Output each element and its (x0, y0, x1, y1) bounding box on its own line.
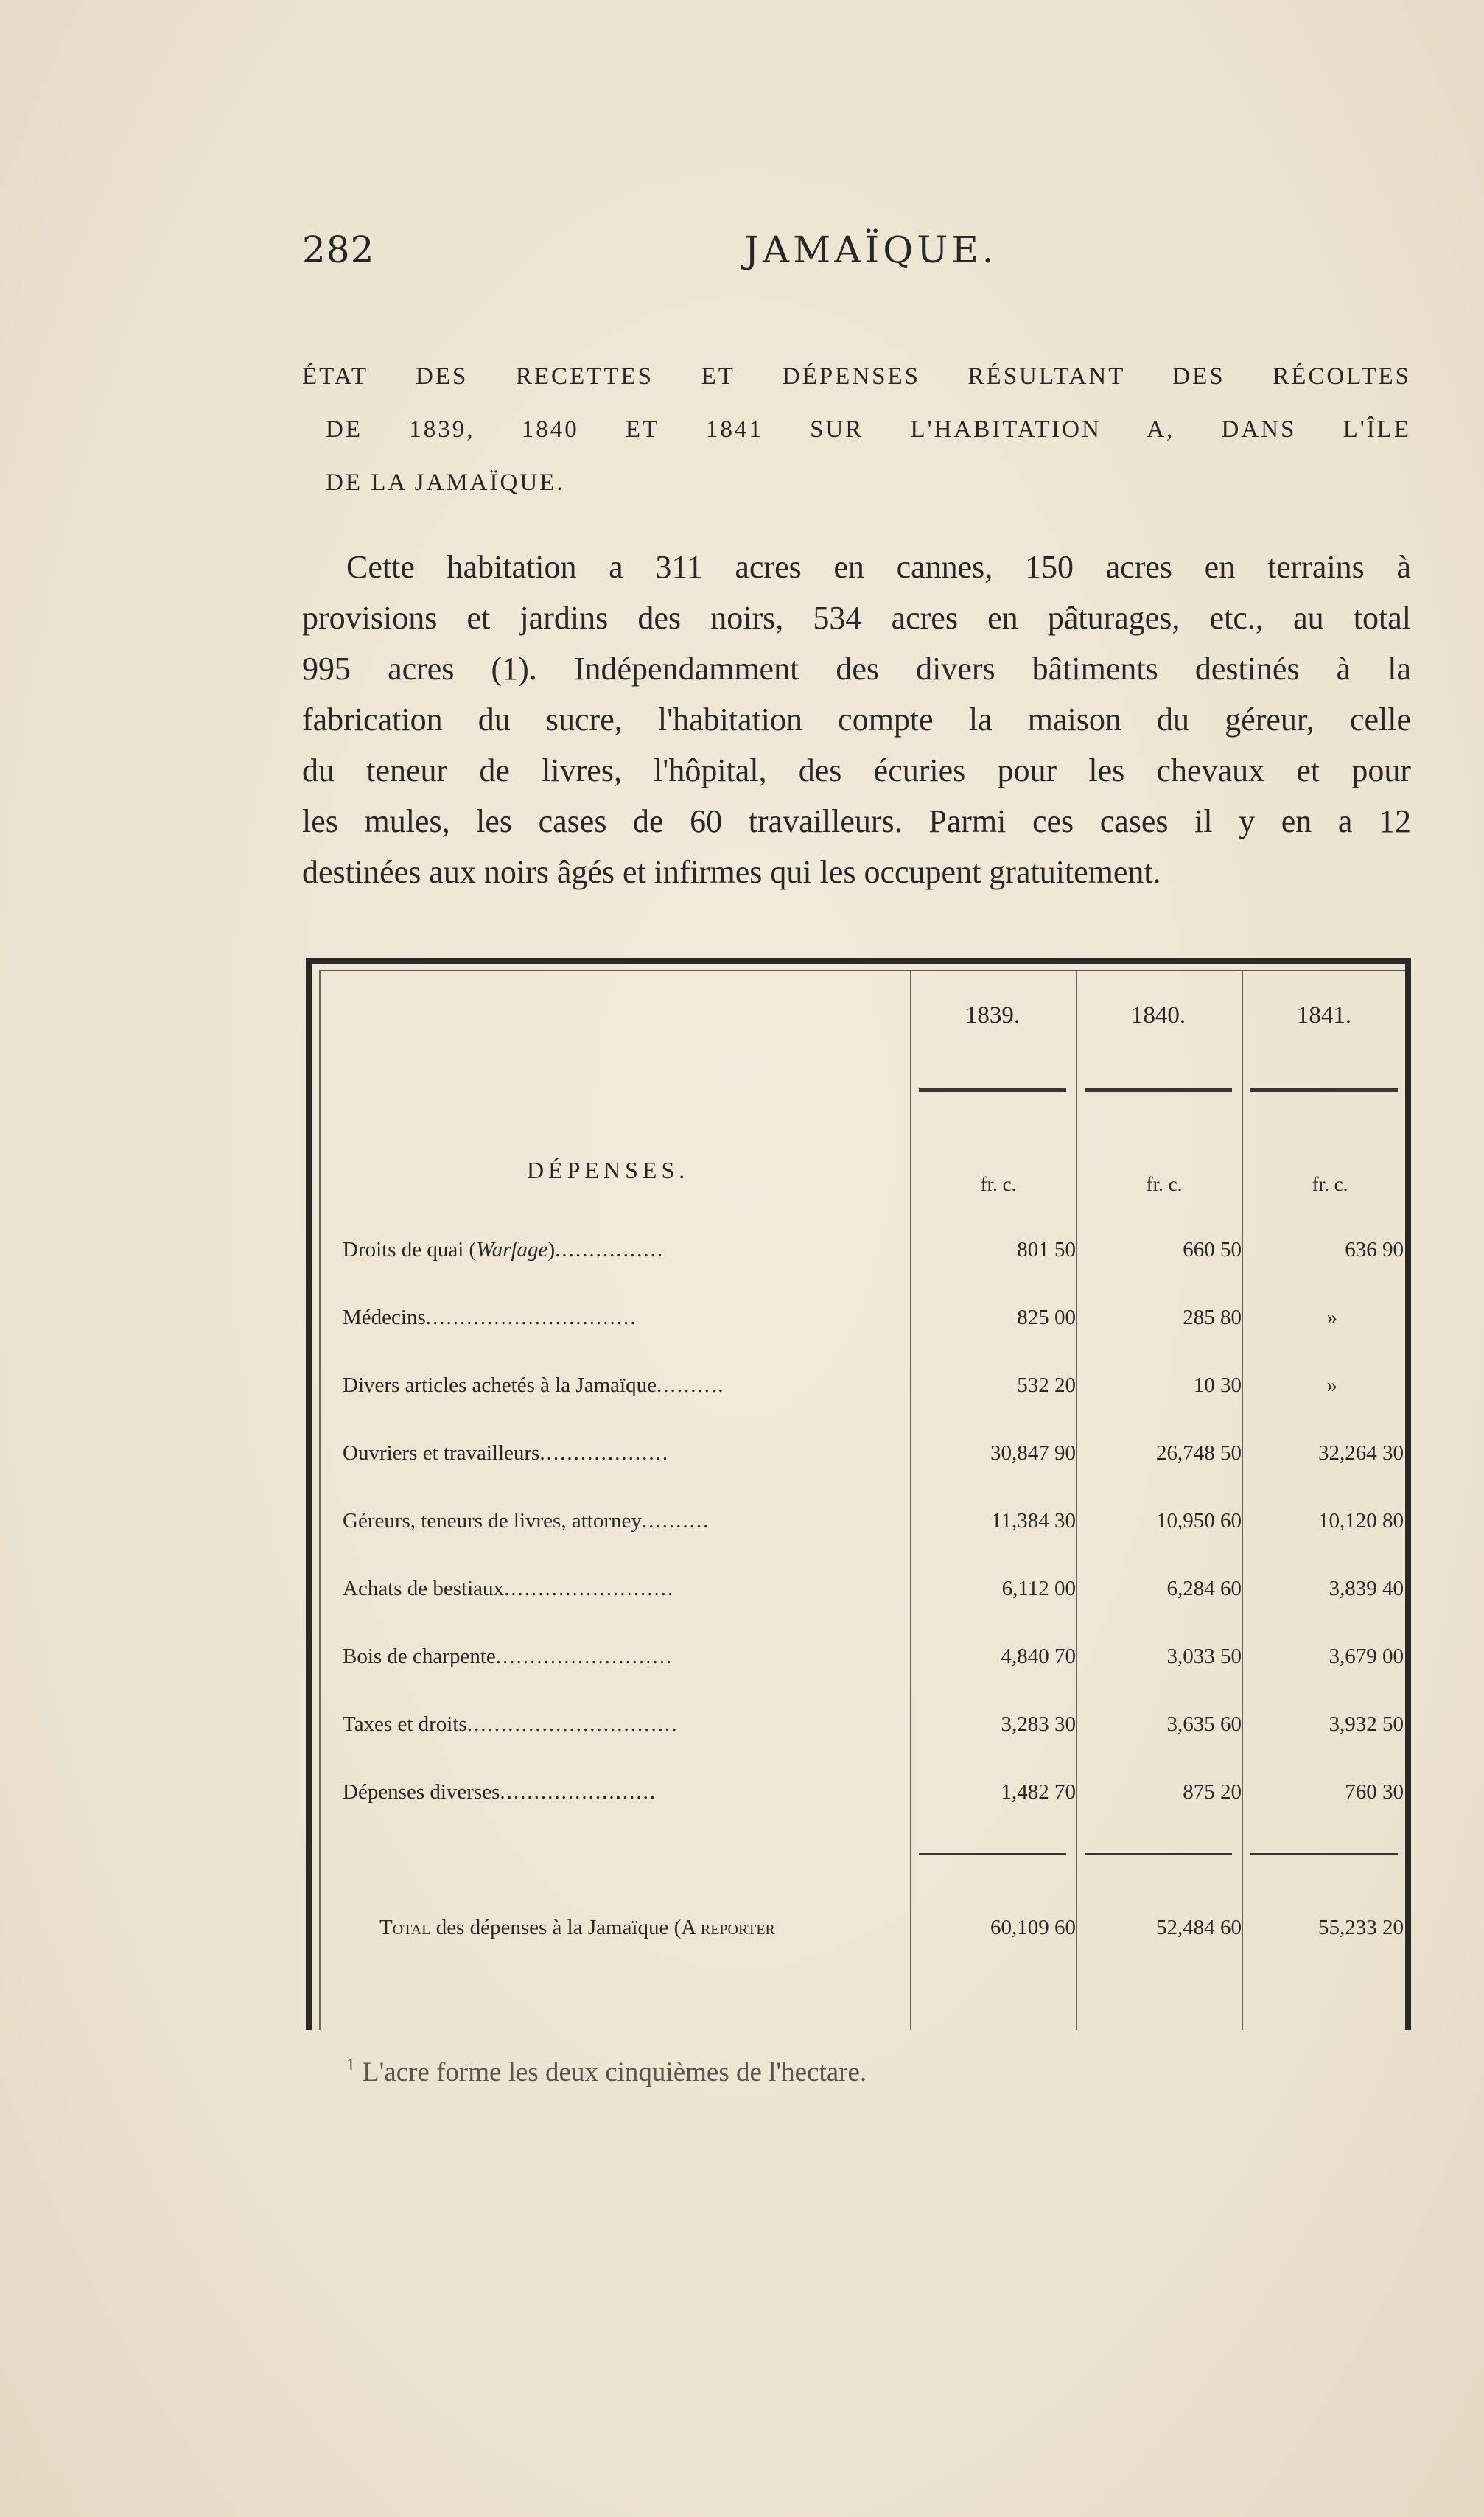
header-rule (1250, 1088, 1398, 1092)
value-1839: 11,384 30 (991, 1509, 1076, 1533)
table-row (343, 1441, 1404, 1485)
table-rule (319, 970, 1411, 971)
paragraph-line: les mules, les cases de 60 travailleurs. Parmi ces cases il y en a 12 (302, 803, 1411, 839)
table-border-right (1405, 958, 1411, 2030)
footnote-marker: 1 (346, 2056, 355, 2075)
paragraph-line: du teneur de livres, l'hôpital, des écuries pour les chevaux et pour (302, 752, 1411, 788)
table-rule (319, 970, 321, 2030)
unit-label: fr. c. (980, 1173, 1017, 1195)
header-rule (919, 1088, 1066, 1092)
year-header-1839: 1839. (965, 1002, 1021, 1029)
value-1841: 760 30 (1345, 1780, 1404, 1804)
value-1841: 10,120 80 (1318, 1509, 1404, 1533)
column-separator (910, 971, 911, 2030)
table-row (343, 1509, 1404, 1553)
total-1841: 55,233 20 (1318, 1916, 1404, 1939)
row-label: Dépenses diverses....................... (343, 1780, 657, 1804)
expenses-table (306, 958, 1411, 2030)
table-row (343, 1712, 1404, 1757)
row-label: Achats de bestiaux......................... (343, 1577, 675, 1600)
running-title: JAMAÏQUE. (744, 228, 998, 271)
value-1839: 801 50 (1017, 1238, 1076, 1261)
value-1839: 1,482 70 (1001, 1780, 1076, 1804)
year-header-1840: 1840. (1130, 1002, 1186, 1029)
row-label: Taxes et droits............................... (343, 1712, 679, 1736)
value-1840: 10 30 (1193, 1373, 1242, 1397)
row-label: Divers articles achetés à la Jamaïque.......... (343, 1373, 725, 1397)
paragraph-line: destinées aux noirs âgés et infirmes qui les occupent gratuitement. (302, 854, 1161, 890)
total-rule (1250, 1853, 1398, 1855)
row-label: Droits de quai (Warfage)................ (343, 1238, 665, 1261)
value-1841: » (1326, 1306, 1337, 1329)
value-1841: 636 90 (1345, 1238, 1404, 1261)
value-1839: 825 00 (1017, 1306, 1076, 1329)
value-1840: 6,284 60 (1166, 1577, 1242, 1600)
unit-label: fr. c. (1312, 1173, 1348, 1195)
value-1839: 6,112 00 (1001, 1577, 1076, 1600)
value-1839: 532 20 (1017, 1373, 1076, 1397)
total-1840: 52,484 60 (1156, 1916, 1242, 1939)
column-separator (1076, 971, 1077, 2030)
value-1840: 3,635 60 (1166, 1712, 1242, 1736)
total-row (343, 1916, 1404, 1960)
value-1841: » (1326, 1373, 1337, 1397)
year-header-1841: 1841. (1296, 1002, 1352, 1029)
value-1839: 3,283 30 (1001, 1712, 1076, 1736)
table-heading (302, 350, 1411, 509)
heading-line-2: DE 1839, 1840 ET 1841 SUR L'HABITATION A, DANS L'ÎLE (326, 416, 1411, 443)
heading-line-3: DE LA JAMAÏQUE. (326, 469, 565, 496)
section-title: DÉPENSES. (527, 1157, 690, 1183)
paragraph-line: Cette habitation a 311 acres en cannes, 150 acres en terrains à (346, 549, 1411, 585)
running-header (302, 228, 1407, 287)
value-1841: 32,264 30 (1318, 1441, 1404, 1465)
value-1841: 3,679 00 (1329, 1645, 1404, 1668)
table-row (343, 1238, 1404, 1282)
row-label: Ouvriers et travailleurs................... (343, 1441, 670, 1465)
table-row (343, 1780, 1404, 1824)
value-1840: 660 50 (1183, 1238, 1242, 1261)
table-border-left (306, 958, 312, 2030)
total-1839: 60,109 60 (990, 1916, 1076, 1939)
unit-label: fr. c. (1146, 1173, 1183, 1195)
value-1840: 875 20 (1183, 1780, 1242, 1804)
table-row (343, 1645, 1404, 1689)
value-1841: 3,839 40 (1329, 1577, 1404, 1600)
footnote-text: L'acre forme les deux cinquièmes de l'hectare. (363, 2057, 867, 2087)
total-rule (919, 1853, 1066, 1855)
table-row (343, 1373, 1404, 1418)
header-rule (1085, 1088, 1232, 1092)
table-row (343, 1306, 1404, 1350)
footnote (346, 2056, 867, 2088)
description-paragraph (302, 542, 1411, 897)
row-label: Bois de charpente.......................... (343, 1645, 673, 1668)
value-1840: 26,748 50 (1156, 1441, 1242, 1465)
table-border-top (306, 958, 1411, 964)
paragraph-line: fabrication du sucre, l'habitation compte la maison du géreur, celle (302, 701, 1411, 738)
paragraph-line: 995 acres (1). Indépendamment des divers bâtiments destinés à la (302, 651, 1411, 687)
value-1841: 3,932 50 (1329, 1712, 1404, 1736)
row-label: Géreurs, teneurs de livres, attorney.......... (343, 1509, 710, 1533)
value-1839: 30,847 90 (990, 1441, 1076, 1465)
value-1839: 4,840 70 (1001, 1645, 1076, 1668)
paragraph-line: provisions et jardins des noirs, 534 acres en pâturages, etc., au total (302, 600, 1411, 636)
heading-line-1: ÉTAT DES RECETTES ET DÉPENSES RÉSULTANT DES RÉCOLTES (302, 363, 1411, 390)
value-1840: 10,950 60 (1156, 1509, 1242, 1533)
column-separator (1242, 971, 1243, 2030)
total-rule (1085, 1853, 1232, 1855)
value-1840: 285 80 (1183, 1306, 1242, 1329)
value-1840: 3,033 50 (1166, 1645, 1242, 1668)
page-number: 282 (302, 228, 375, 271)
row-label: Médecins............................... (343, 1306, 637, 1329)
table-row (343, 1577, 1404, 1621)
total-label: Total des dépenses à la Jamaïque (A reporter (379, 1916, 775, 1939)
